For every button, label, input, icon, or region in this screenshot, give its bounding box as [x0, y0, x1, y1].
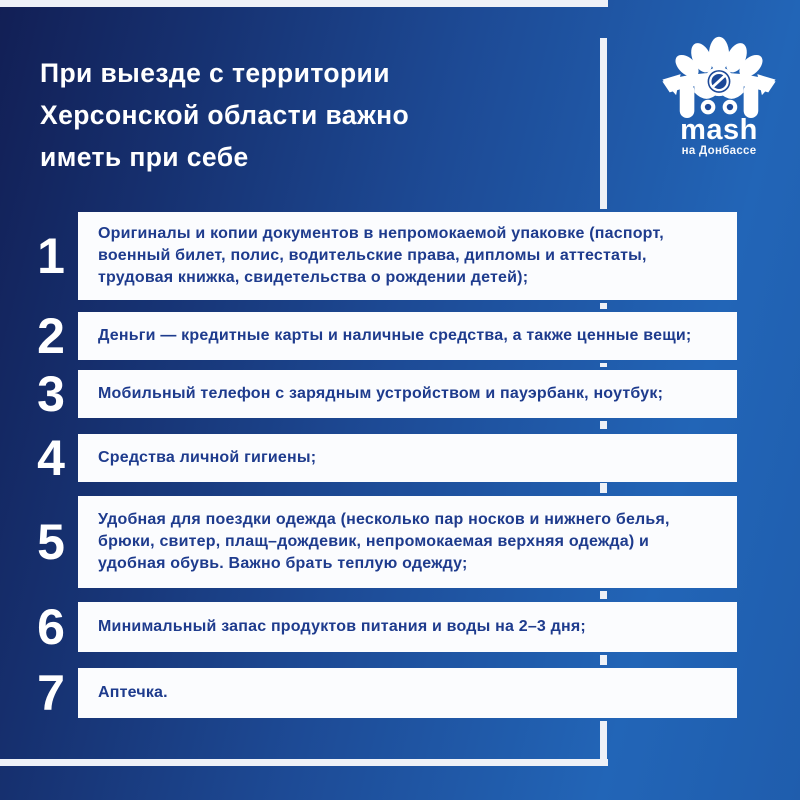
item-text-box: Минимальный запас продуктов питания и воды на 2–3 дня;	[78, 602, 737, 652]
mash-mascot-icon	[655, 34, 783, 118]
item-text-box: Деньги — кредитные карты и наличные средства, а также ценные вещи;	[78, 312, 737, 360]
item-text-box: Удобная для поездки одежда (несколько пар носков и нижнего белья, брюки, свитер, плащ–дождевик, непромокаемая верхняя одежда) и удобная обувь. Важно брать теплую одежду;	[78, 496, 737, 588]
frame-top-line	[0, 0, 608, 7]
item-number: 7	[37, 665, 65, 721]
list-item	[0, 308, 800, 364]
frame-right-line	[600, 483, 607, 493]
frame-right-line	[600, 721, 607, 766]
item-number: 4	[37, 430, 65, 486]
page-title	[40, 52, 409, 178]
list-item	[0, 599, 800, 655]
frame-right-line	[600, 38, 607, 209]
item-text-box: Аптечка.	[78, 668, 737, 718]
item-text-box: Мобильный телефон с зарядным устройством и пауэрбанк, ноутбук;	[78, 370, 737, 418]
item-number: 6	[37, 599, 65, 655]
frame-right-line	[600, 421, 607, 429]
list-item	[0, 366, 800, 422]
frame-right-line	[600, 363, 607, 367]
list-item	[0, 665, 800, 721]
frame-right-line	[600, 655, 607, 665]
title-line-2: Херсонской области важно	[40, 100, 410, 130]
title-line-3: иметь при себе	[40, 142, 249, 172]
frame-right-line	[600, 591, 607, 599]
list-item	[0, 212, 800, 300]
frame-bottom-line	[0, 759, 608, 766]
item-text-box: Средства личной гигиены;	[78, 434, 737, 482]
item-number: 2	[37, 308, 65, 364]
item-number: 5	[37, 514, 65, 570]
title-line-1: При выезде с территории	[40, 58, 390, 88]
mash-logo	[648, 34, 790, 157]
item-number: 3	[37, 366, 65, 422]
list-item	[0, 430, 800, 486]
item-text-box: Оригиналы и копии документов в непромокаемой упаковке (паспорт, военный билет, полис, водительские права, дипломы и аттестаты, трудовая книжка, свидетельства о рождении детей);	[78, 212, 737, 300]
mash-wordmark: mash	[680, 114, 758, 146]
list-item	[0, 496, 800, 588]
frame-right-line	[600, 303, 607, 309]
item-number: 1	[37, 228, 65, 284]
mash-subtitle: на Донбассе	[681, 145, 757, 157]
